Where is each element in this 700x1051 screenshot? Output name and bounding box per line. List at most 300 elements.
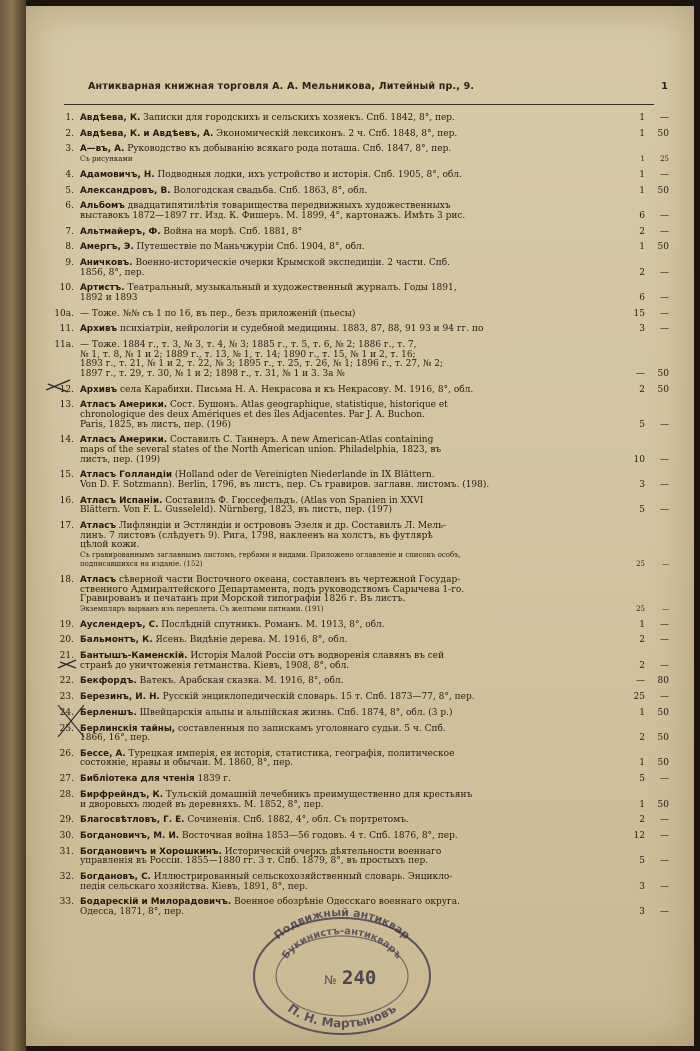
entry-text (80, 560, 203, 570)
pencil-mark (44, 376, 74, 396)
entry-number: 5. (65, 185, 74, 196)
entry-line (36, 832, 691, 842)
price-kopecks: — (660, 505, 669, 516)
price-kopecks: — (660, 660, 669, 671)
entry-number: 9. (65, 258, 74, 269)
entry-line (36, 595, 691, 605)
entry-author: Атласъ Голландіи (80, 470, 173, 481)
entry-description: Ясень. Видѣніе дерева. М. 1916, 8°, обл. (152, 635, 348, 646)
header-title: Антикварная книжная торговля А. А. Мельникова, Литейный пр., 9. (88, 81, 475, 92)
catalog-entry (36, 522, 691, 570)
entry-description: Историческій очеркъ дѣятельности военнаго (221, 846, 442, 857)
catalog-entry (36, 284, 691, 303)
stamp-number: 240 (342, 967, 377, 989)
entry-price (627, 560, 677, 570)
entry-number: 27. (59, 774, 74, 785)
entry-line (36, 456, 691, 466)
entry-number: 7. (65, 226, 74, 237)
price-kopecks: — (660, 267, 669, 278)
entry-price (627, 481, 677, 491)
entry-description: Русскій энциклопедическій словарь. 15 т. Спб. 1873—77, 8°, пер. (159, 692, 475, 703)
entry-text (80, 883, 308, 893)
entry-author: Альтмайеръ, Ф. (80, 226, 161, 237)
entry-price (627, 145, 677, 155)
entry-number: 11a. (54, 340, 74, 351)
entry-description: № 1, т. 8, № 1 и 2; 1889 г., т. 13, № 1, т. 14; 1890 г., т. 15, № 1 и 2, т. 16; (80, 349, 416, 360)
entry-price (627, 759, 677, 769)
entry-price (627, 171, 677, 181)
entry-line (36, 857, 691, 867)
entry-text (80, 541, 139, 551)
stamp-outer-text: Подвижный антиквар (271, 905, 413, 943)
entry-line (36, 325, 691, 335)
entry-description: Руководство къ добыванію всякаго рода поташа. Спб. 1847, 8°, пер. (124, 144, 452, 155)
entry-price (627, 187, 677, 197)
entry-author: Атласъ (80, 520, 117, 531)
price-rubles: 1 (639, 758, 645, 769)
price-kopecks: 50 (657, 799, 669, 810)
price-kopecks: — (660, 881, 669, 892)
price-rubles: 25 (636, 604, 645, 613)
entry-description: Съ рисунками (80, 155, 133, 164)
price-rubles: 2 (639, 733, 645, 744)
price-kopecks: 25 (660, 155, 669, 164)
entry-number: 24. (59, 707, 74, 718)
price-rubles: — (636, 676, 645, 687)
entry-line (36, 506, 691, 516)
catalog-entry (36, 436, 691, 465)
price-rubles: 5 (639, 505, 645, 516)
entry-description: Путешествіе по Маньчжуріи Спб. 1904, 8°, обл. (133, 242, 365, 253)
catalog-entry (36, 725, 691, 744)
price-kopecks: — (660, 635, 669, 646)
entry-number: 10. (59, 283, 74, 294)
entry-line (36, 775, 691, 785)
price-kopecks: — (660, 619, 669, 630)
entry-line (36, 662, 691, 672)
entry-author: Аничковъ. (80, 258, 133, 269)
entry-text (80, 310, 355, 320)
entry-price (627, 734, 677, 744)
price-rubles: 10 (633, 454, 645, 465)
entry-price (627, 351, 677, 361)
catalog-entry (36, 709, 691, 719)
entry-price (627, 652, 677, 662)
entry-price (627, 801, 677, 811)
price-rubles: 2 (639, 635, 645, 646)
entry-price (627, 532, 677, 542)
entry-text (80, 734, 150, 744)
price-kopecks: 50 (657, 128, 669, 139)
price-kopecks: — (660, 419, 669, 430)
entry-author: Авдѣева, К. (80, 113, 141, 123)
entry-description: Съ гравированнымъ заглавнымъ листомъ, гербами и видами. Приложено оглавленіе и списокъ особъ, (80, 550, 461, 559)
entry-text (80, 832, 458, 842)
entry-line (36, 310, 691, 320)
price-kopecks: — (660, 454, 669, 465)
entry-description: Театральный, музыкальный и художественный журналъ. Годы 1891, (124, 283, 457, 294)
bookseller-stamp (244, 898, 440, 1038)
entry-number: 26. (59, 748, 74, 759)
entry-text (80, 481, 489, 491)
entry-text (80, 130, 457, 140)
price-rubles: 1 (640, 155, 645, 164)
entry-price (627, 386, 677, 396)
entry-price (627, 791, 677, 801)
entry-price (627, 155, 677, 165)
price-rubles: 6 (639, 292, 645, 303)
entry-text (80, 908, 184, 918)
price-kopecks: — (660, 907, 669, 917)
price-rubles: 2 (639, 226, 645, 237)
catalog-entry (36, 341, 691, 379)
entry-description: Составилъ Ф. Гюссефельдъ. (Atlas von Spanien in XXVI (162, 495, 424, 506)
entry-description: села Карабихи. Письма Н. А. Некрасова и къ Некрасову. М. 1916, 8°, обл. (117, 384, 474, 395)
entry-text (80, 636, 347, 646)
entry-text (80, 155, 133, 165)
entry-description: — Тоже. №№ съ 1 по 16, въ пер., безъ приложеній (пьесы) (80, 308, 356, 319)
entry-number: 33. (59, 897, 74, 908)
entry-price (627, 294, 677, 304)
price-kopecks: — (660, 113, 669, 123)
entry-author: Ауслендеръ, С. (80, 619, 159, 630)
entry-price (627, 621, 677, 631)
catalog-entry (36, 325, 691, 335)
entry-number: 8. (65, 242, 74, 253)
entry-description: Ватекъ. Арабская сказка. М. 1916, 8°, обл. (136, 676, 344, 687)
entry-description: цѣлой кожи. (80, 540, 140, 551)
entry-number: 18. (59, 575, 74, 586)
entry-number: 1. (65, 113, 74, 123)
entry-description: 1866, 16°, пер. (80, 733, 151, 744)
entry-price (627, 421, 677, 431)
entry-price (627, 269, 677, 279)
entry-description: Война на морѣ. Спб. 1881, 8° (160, 226, 303, 237)
entry-description: Военное обозрѣніе Одесскаго военнаго округа. (231, 897, 460, 908)
entry-line (36, 801, 691, 811)
entry-number: 29. (59, 815, 74, 826)
price-rubles: 2 (639, 815, 645, 826)
entry-author: Бантышъ-Каменскій. (80, 651, 188, 662)
entry-description: maps of the several states of the North American union. Philadelphia, 1823, въ (80, 444, 442, 455)
entry-number: 25. (59, 723, 74, 734)
catalog-entry (36, 775, 691, 785)
entry-line (36, 541, 691, 551)
entry-author: Архивъ (80, 324, 118, 335)
entry-price (627, 576, 677, 586)
entry-author: Берлинскія тайны, (80, 723, 176, 734)
entry-author: Березинъ, И. Н. (80, 692, 160, 703)
entry-line (36, 481, 691, 491)
entry-author: Адамовичъ, Н. (80, 169, 155, 180)
catalog-entry (36, 677, 691, 687)
entry-description: странѣ до уничтоженія гетманства. Кіевъ, 1908, 8°, обл. (80, 660, 350, 671)
catalog-entry (36, 832, 691, 842)
entry-text (80, 693, 475, 703)
entry-text (80, 857, 428, 867)
entry-text (80, 816, 409, 826)
entry-price (627, 816, 677, 826)
entry-description: состояніе, нравы и обычаи. М. 1860, 8°, пер. (80, 758, 294, 769)
entry-description: Подводныя лодки, ихъ устройство и исторія. Спб. 1905, 8°, обл. (154, 169, 462, 180)
entry-text (80, 114, 455, 124)
pencil-mark (56, 656, 80, 672)
entry-description: 1892 и 1893 (80, 292, 138, 303)
entry-author: Архивъ (80, 384, 118, 395)
price-kopecks: 50 (657, 384, 669, 395)
price-kopecks: — (660, 831, 669, 842)
entry-author: Альбомъ (80, 201, 125, 212)
price-rubles: 5 (639, 856, 645, 867)
price-kopecks: — (660, 169, 669, 180)
price-rubles: 1 (639, 169, 645, 180)
entry-price (627, 310, 677, 320)
entry-price (627, 857, 677, 867)
entry-price (627, 848, 677, 858)
header-rule (64, 104, 654, 105)
entry-author: Атласъ Америки. (80, 435, 168, 446)
entry-number: 2. (65, 128, 74, 139)
catalog-entry (36, 401, 691, 430)
entry-author: А—въ, А. (80, 144, 125, 155)
catalog-entry (36, 816, 691, 826)
entry-description: Экономическій лексиконъ. 2 ч. Спб. 1848, 8°, пер. (213, 128, 458, 139)
price-kopecks: 50 (657, 242, 669, 253)
entry-number: 32. (59, 872, 74, 883)
price-rubles: 3 (639, 324, 645, 335)
entry-price (627, 709, 677, 719)
book-spine (0, 0, 26, 1051)
entry-number: 16. (59, 495, 74, 506)
entry-description: 1897 г., т. 29, т. 30, № 1 и 2; 1898 г., т. 31, № 1 и 3. За № (80, 368, 345, 379)
entry-price (627, 636, 677, 646)
entry-price (627, 677, 677, 687)
entry-line (36, 560, 691, 570)
catalog-entry (36, 873, 691, 892)
entry-author: Авдѣева, К. и Авдѣевъ, А. (80, 128, 214, 139)
entry-price (627, 605, 677, 615)
entry-line (36, 114, 691, 124)
price-rubles: 1 (639, 707, 645, 718)
catalog-entry (36, 114, 691, 124)
entry-description: Von D. F. Sotzmann). Berlin, 1796, въ листъ, пер. Съ гравиров. заглавн. листомъ. (198). (80, 479, 490, 490)
entry-author: Бекфордъ. (80, 676, 137, 687)
catalog-entry (36, 310, 691, 320)
entry-text (80, 621, 385, 631)
entry-price (627, 401, 677, 411)
svg-text:Букинистъ-антикваръ (280, 926, 404, 962)
entry-author: Атласъ (80, 575, 117, 586)
price-kopecks: — (660, 292, 669, 303)
entry-price (627, 243, 677, 253)
entry-description: Военно-историческіе очерки Крымской экспедиціи. 2 части. Спб. (132, 258, 451, 269)
price-kopecks: — (660, 479, 669, 490)
entry-line (36, 269, 691, 279)
price-kopecks: — (662, 560, 669, 569)
entry-text (80, 370, 345, 380)
entry-line (36, 636, 691, 646)
entry-description: Экземпляръ вырванъ изъ переплета. Съ желтыми пятнами. (191) (80, 604, 324, 613)
price-kopecks: 50 (657, 758, 669, 769)
catalog-entry (36, 636, 691, 646)
entry-description: Швейцарскія альпы и альпійская жизнь. Спб. 1874, 8°, обл. (3 р.) (136, 707, 453, 718)
catalog-entry (36, 750, 691, 769)
price-rubles: 25 (636, 560, 645, 569)
entry-price (627, 436, 677, 446)
entry-number: 14. (59, 435, 74, 446)
page-number: 1 (661, 81, 668, 92)
entry-line (36, 816, 691, 826)
catalog-page (26, 6, 694, 1046)
entry-description: составленныя по запискамъ уголовнаго судьи. 5 ч. Спб. (175, 723, 446, 734)
entry-author: Библіотека для чтенія (80, 774, 195, 785)
entry-description: линъ. 7 листовъ (слѣдуетъ 9). Рига, 1798, наклеенъ на холстъ, въ футлярѣ (80, 530, 433, 541)
entry-author: Амергъ, Э. (80, 242, 134, 253)
entry-line (36, 171, 691, 181)
entry-description: Сочиненія. Спб. 1882, 4°, обл. Съ портретомъ. (184, 815, 409, 826)
entry-price (627, 506, 677, 516)
entry-number: 11. (59, 324, 74, 335)
price-rubles: 2 (639, 660, 645, 671)
price-rubles: 5 (639, 774, 645, 785)
entry-author: Богдановъ, С. (80, 872, 151, 883)
entry-price (627, 873, 677, 883)
entry-line (36, 155, 691, 165)
entry-author: Бодарескій и Милорадовичъ. (80, 897, 232, 908)
catalog-entry (36, 187, 691, 197)
entry-text (80, 294, 138, 304)
catalog-entry (36, 259, 691, 278)
entry-line (36, 734, 691, 744)
catalog-entry (36, 576, 691, 614)
entry-number: 28. (59, 789, 74, 800)
entry-description: Восточная война 1853—56 годовъ. 4 т. Спб. 1876, 8°, пер. (179, 831, 458, 842)
entry-text (80, 677, 344, 687)
entry-description: 1856, 8°, пер. (80, 267, 145, 278)
entry-text (80, 171, 462, 181)
catalog-entry (36, 621, 691, 631)
entry-text (80, 595, 405, 605)
entry-text (80, 662, 349, 672)
price-kopecks: 50 (657, 185, 669, 196)
price-kopecks: — (660, 774, 669, 785)
entry-price (627, 284, 677, 294)
entry-price (627, 370, 677, 380)
price-kopecks: — (660, 210, 669, 221)
price-kopecks: — (660, 815, 669, 826)
price-kopecks: — (660, 226, 669, 237)
running-header (88, 81, 668, 101)
catalog-entry (36, 171, 691, 181)
entry-description: двадцатипятилѣтія товарищества передвижныхъ художественныхъ (124, 201, 451, 212)
price-rubles: 2 (639, 267, 645, 278)
entry-price (627, 898, 677, 908)
catalog-entry (36, 848, 691, 867)
entry-author: Александровъ, В. (80, 185, 171, 196)
price-rubles: — (636, 368, 645, 379)
entry-text (80, 228, 302, 238)
entry-text (80, 269, 145, 279)
entry-price (627, 883, 677, 893)
entry-text (80, 605, 324, 615)
entry-line (36, 228, 691, 238)
entry-number: 19. (59, 619, 74, 630)
price-rubles: 2 (639, 384, 645, 395)
entry-price (627, 411, 677, 421)
pencil-mark (56, 701, 86, 741)
entry-text (80, 212, 465, 222)
stamp-name: П. Н. Мартыновъ (285, 1001, 399, 1031)
entry-description: Послѣдній спутникъ. Романъ. М. 1913, 8°, обл. (158, 619, 385, 630)
entry-line (36, 605, 691, 615)
entry-text (80, 456, 160, 466)
entry-line (36, 130, 691, 140)
catalog-entry (36, 130, 691, 140)
entry-description: сѣверной части Восточного океана, составленъ въ чертежной Государ- (116, 575, 461, 586)
price-rubles: 1 (639, 185, 645, 196)
entry-description: выставокъ 1872—1897 гг. Изд. К. Фишеръ. М. 1899, 4°, картонажъ. Имѣть 3 рис. (80, 210, 466, 221)
entry-price (627, 908, 677, 918)
price-rubles: 1 (639, 242, 645, 253)
entry-number: 23. (59, 692, 74, 703)
price-rubles: 1 (639, 113, 645, 123)
entry-number: 21. (59, 651, 74, 662)
entry-description: (Holland oder de Vereinigten Niederlande in IX Blättern. (172, 470, 435, 481)
entry-text (80, 801, 324, 811)
entry-price (627, 662, 677, 672)
entry-line (36, 187, 691, 197)
entry-description: Составилъ С. Таннеръ. A new American-Atlas containing (167, 435, 434, 446)
entry-description: Тульскій домашній лечебникъ преимущественно для крестьянъ (163, 789, 473, 800)
entry-number: 20. (59, 635, 74, 646)
catalog-entry (36, 497, 691, 516)
entry-description: подписавшихся на изданіе. (152) (80, 560, 203, 569)
entry-price (627, 360, 677, 370)
price-kopecks: 80 (657, 676, 669, 687)
entry-line (36, 294, 691, 304)
entry-description: Одесса, 1871, 8°, пер. (80, 907, 184, 917)
entry-description: и дворовыхъ людей въ деревняхъ. М. 1852, 8°, пер. (80, 799, 324, 810)
entry-description: управленія въ Россіи. 1855—1880 гг. 3 т. Спб. 1879, 8°, въ простыхъ пер. (80, 856, 429, 867)
entry-price (627, 775, 677, 785)
entry-line (36, 621, 691, 631)
price-rubles: 25 (633, 692, 645, 703)
entry-line (36, 370, 691, 380)
entry-price (627, 341, 677, 351)
price-rubles: 3 (639, 479, 645, 490)
entry-price (627, 551, 677, 561)
entry-line (36, 551, 691, 561)
entry-number: 17. (59, 520, 74, 531)
entry-line (36, 759, 691, 769)
entry-description: 1839 г. (194, 774, 231, 785)
price-rubles: 1 (639, 799, 645, 810)
price-kopecks: 50 (657, 733, 669, 744)
entry-price (627, 586, 677, 596)
entry-description: Вологодская свадьба. Спб. 1863, 8°, обл. (170, 185, 368, 196)
entry-number: 13. (59, 400, 74, 411)
catalog-entry (36, 791, 691, 810)
catalog-entry (36, 243, 691, 253)
entry-description: Лифляндіи и Эстляндіи и острововъ Эзеля и др. Составилъ Л. Мель- (116, 520, 447, 531)
entry-author: Артистъ. (80, 283, 125, 294)
entry-price (627, 750, 677, 760)
entry-author: Богдановичъ и Хорошкинъ. (80, 846, 222, 857)
price-rubles: 6 (639, 210, 645, 221)
entry-price (627, 259, 677, 269)
catalog-entry (36, 386, 691, 396)
entry-price (627, 114, 677, 124)
